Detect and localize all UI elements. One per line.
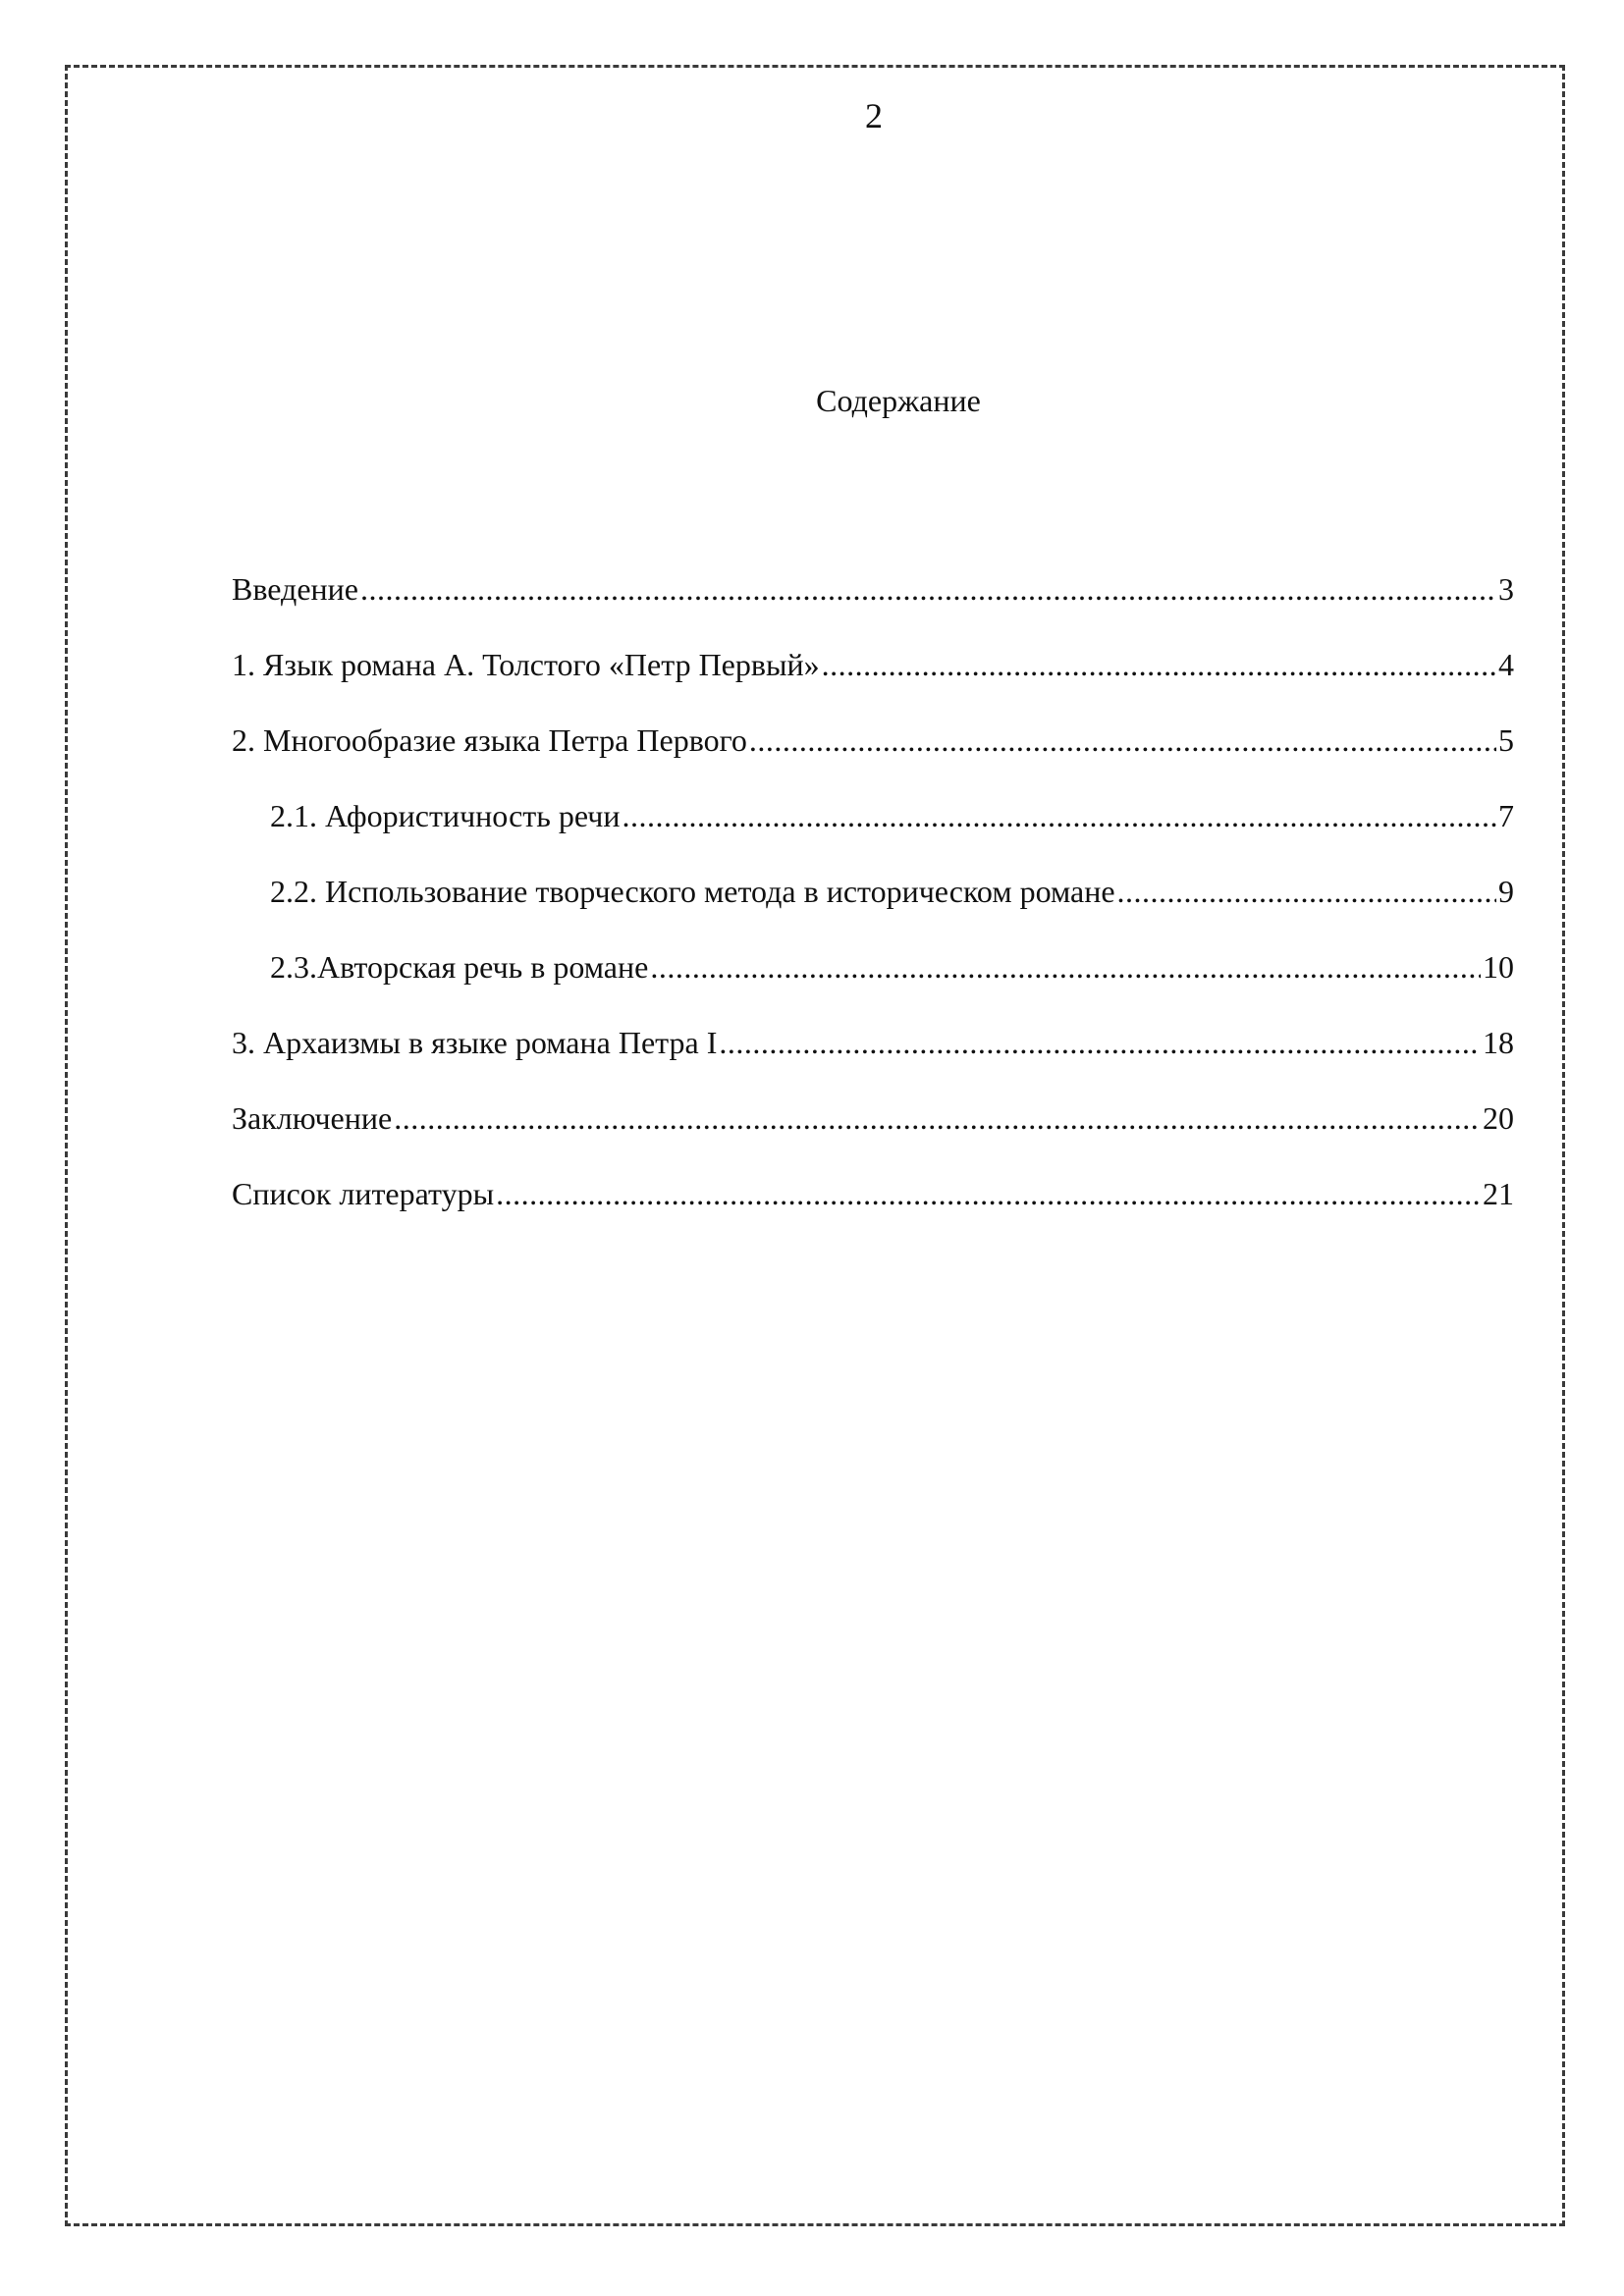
toc-entry-text: Список литературы xyxy=(232,1176,495,1211)
toc-entry-text: 2.2. Использование творческого метода в историческом романе xyxy=(270,874,1115,909)
toc-entry-text: 2.1. Афористичность речи xyxy=(270,798,621,833)
toc-title: Содержание xyxy=(816,383,981,418)
toc-entry-page: 3 xyxy=(1498,571,1514,607)
toc-entry-page: 20 xyxy=(1483,1100,1514,1136)
toc-entry-chapter-2[interactable] xyxy=(232,721,1514,796)
toc-entry-page: 7 xyxy=(1498,798,1514,833)
toc-entry-text: Введение xyxy=(232,571,358,607)
table-of-contents xyxy=(232,569,1514,1250)
toc-entry-chapter-3[interactable] xyxy=(232,1023,1514,1098)
toc-entry-conclusion[interactable] xyxy=(232,1098,1514,1174)
toc-dot-leader xyxy=(496,1174,1481,1213)
toc-entry-page: 10 xyxy=(1483,949,1514,985)
toc-entry-section-2-1[interactable] xyxy=(232,796,1514,872)
toc-entry-introduction[interactable] xyxy=(232,569,1514,645)
toc-entry-chapter-1[interactable] xyxy=(232,645,1514,721)
toc-dot-leader xyxy=(622,796,1496,835)
toc-entry-text: Заключение xyxy=(232,1100,393,1136)
page-number: 2 xyxy=(865,96,883,135)
toc-dot-leader xyxy=(1117,872,1496,911)
toc-entry-section-2-2[interactable] xyxy=(232,872,1514,947)
toc-dot-leader xyxy=(650,947,1481,987)
toc-entry-page: 9 xyxy=(1498,874,1514,909)
toc-entry-text: 2. Многообразие языка Петра Первого xyxy=(232,722,747,758)
toc-dot-leader xyxy=(749,721,1496,760)
toc-entry-page: 5 xyxy=(1498,722,1514,758)
toc-entry-bibliography[interactable] xyxy=(232,1174,1514,1250)
toc-dot-leader xyxy=(719,1023,1481,1062)
toc-entry-page: 21 xyxy=(1483,1176,1514,1211)
toc-dot-leader xyxy=(394,1098,1481,1138)
toc-entry-text: 1. Язык романа А. Толстого «Петр Первый» xyxy=(232,647,820,682)
toc-entry-text: 3. Архаизмы в языке романа Петра I xyxy=(232,1025,718,1060)
toc-entry-page: 4 xyxy=(1498,647,1514,682)
toc-dot-leader xyxy=(822,645,1496,684)
toc-dot-leader xyxy=(360,569,1496,609)
toc-entry-page: 18 xyxy=(1483,1025,1514,1060)
toc-entry-section-2-3[interactable] xyxy=(232,947,1514,1023)
toc-entry-text: 2.3.Авторская речь в романе xyxy=(270,949,649,985)
